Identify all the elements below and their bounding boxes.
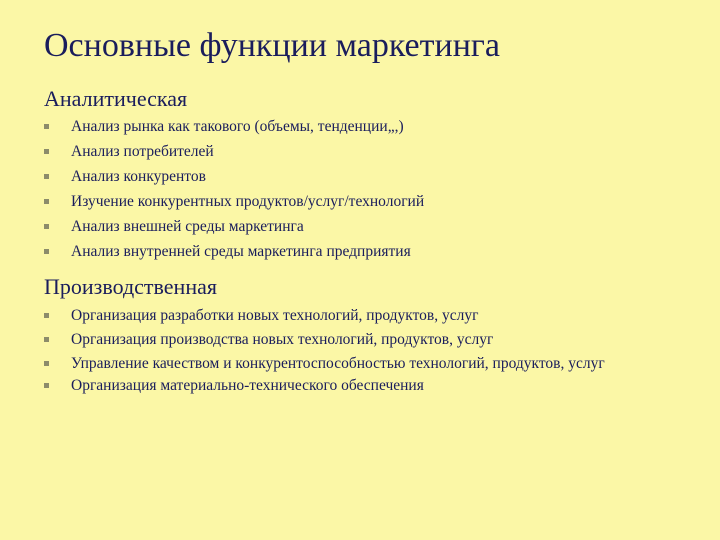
square-bullet-icon [44, 174, 49, 179]
square-bullet-icon [44, 124, 49, 129]
square-bullet-icon [44, 199, 49, 204]
square-bullet-icon [44, 224, 49, 229]
list-item: Анализ внутренней среды маркетинга предприятия [44, 239, 684, 264]
square-bullet-icon [44, 249, 49, 254]
list-item: Организация производства новых технологий, продуктов, услуг [44, 328, 664, 352]
slide-title: Основные функции маркетинга [44, 27, 500, 64]
square-bullet-icon [44, 337, 49, 342]
square-bullet-icon [44, 361, 49, 366]
section-heading-production: Производственная [44, 274, 217, 299]
square-bullet-icon [44, 383, 49, 388]
analytical-list [44, 114, 684, 264]
production-list [44, 304, 664, 398]
list-item: Анализ рынка как такового (объемы, тенденции„,) [44, 114, 684, 139]
list-item: Организация материально-технического обеспечения [44, 374, 664, 398]
list-item: Изучение конкурентных продуктов/услуг/технологий [44, 189, 684, 214]
square-bullet-icon [44, 149, 49, 154]
list-item: Анализ конкурентов [44, 164, 684, 189]
section-heading-analytical: Аналитическая [44, 86, 188, 111]
square-bullet-icon [44, 313, 49, 318]
list-item: Анализ внешней среды маркетинга [44, 214, 684, 239]
list-item: Управление качеством и конкурентоспособностью технологий, продуктов, услуг [44, 352, 664, 374]
list-item: Анализ потребителей [44, 139, 684, 164]
list-item: Организация разработки новых технологий, продуктов, услуг [44, 304, 664, 328]
